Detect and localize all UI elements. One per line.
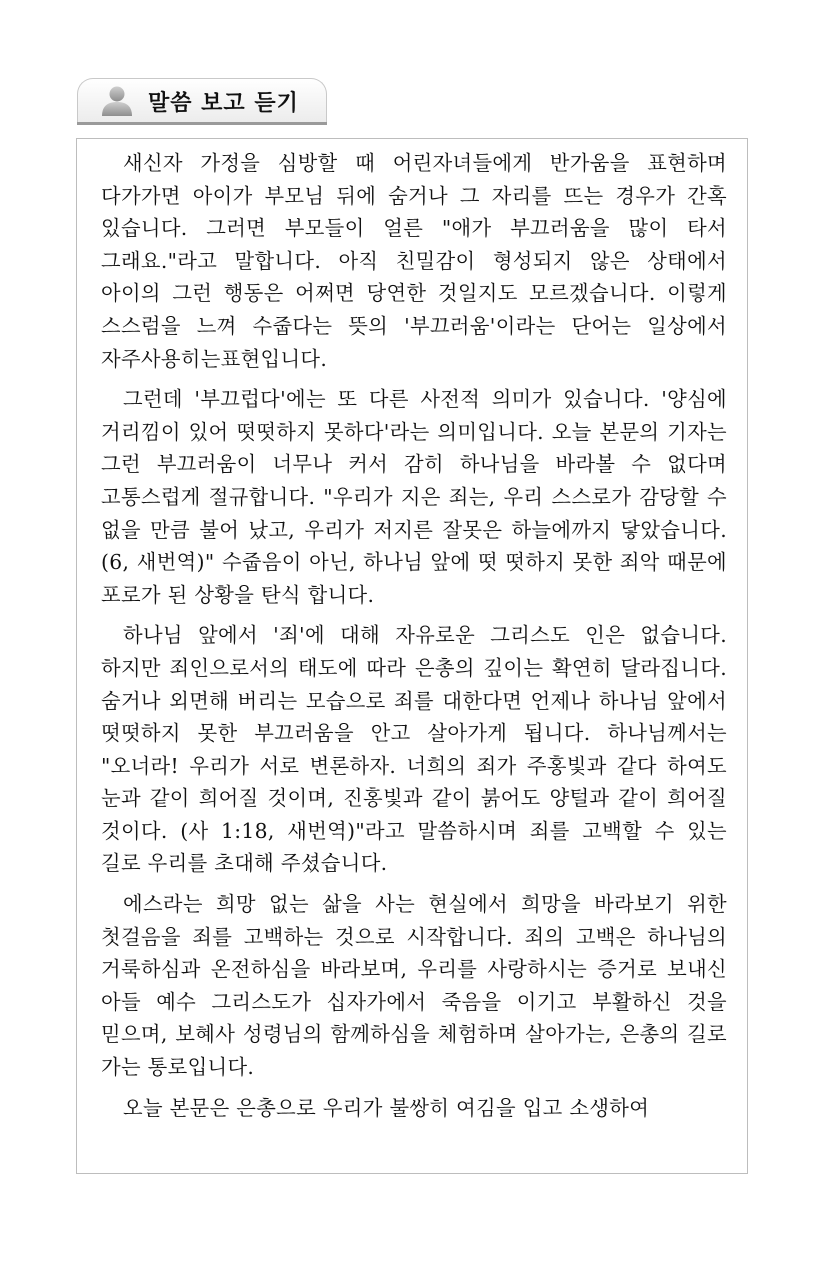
section-title: 말씀 보고 듣기: [148, 91, 299, 116]
paragraph: 에스라는 희망 없는 삶을 사는 현실에서 희망을 바라보기 위한 첫걸음을 죄를 고백하는 것으로 시작합니다. 죄의 고백은 하나님의 거룩하심과 온전하심을 바라보며, 우리를 사랑하시는 증거로 보내신 아들 예수 그리스도가 십자가에서 죽음을 이기고 부활하신 것을 믿으며, 보혜사 성령님의 함께하심을 체험하며 살아가는, 은총의 길로 가는 통로입니다.: [101, 892, 727, 1080]
paragraph: 오늘 본문은 은총으로 우리가 불쌍히 여김을 입고 소생하여: [123, 1095, 650, 1120]
paragraph: 하나님 앞에서 '죄'에 대해 자유로운 그리스도 인은 없습니다. 하지만 죄인으로서의 태도에 따라 은총의 깊이는 확연히 달라집니다. 숨거나 외면해 버리는 모습으로 죄를 대한다면 언제나 하나님 앞에서 떳떳하지 못한 부끄러움을 안고 살아가게 됩니다. 하나님께서는 "오너라! 우리가 서로 변론하자. 너희의 죄가 주홍빛과 같다 하여도 눈과 같이 희어질 것이며, 진홍빛과 같이 붉어도 양털과 같이 희어질 것이다. (사 1:18, 새번역)"라고 말씀하시며 죄를 고백할 수 있는 길로 우리를 초대해 주셨습니다.: [101, 623, 727, 876]
paragraph: 새신자 가정을 심방할 때 어린자녀들에게 반가움을 표현하며 다가가면 아이가 부모님 뒤에 숨거나 그 자리를 뜨는 경우가 간혹 있습니다. 그러면 부모들이 얼른 "애가 부끄러움을 많이 타서 그래요."라고 말합니다. 아직 친밀감이 형성되지 않은 상태에서 아이의 그런 행동은 어쩌면 당연한 것일지도 모르겠습니다. 이렇게 스스럼을 느껴 수줍다는 뜻의 '부끄러움'이라는 단어는 일상에서 자주사용히는표현입니다.: [101, 151, 727, 371]
section-tab: [77, 78, 327, 122]
sermon-text-panel: [76, 138, 748, 1174]
paragraph: 그런데 '부끄럽다'에는 또 다른 사전적 의미가 있습니다. '양심에 거리낌이 있어 떳떳하지 못하다'라는 의미입니다. 오늘 본문의 기자는 그런 부끄러움이 너무나 커서 감히 하나님을 바라볼 수 없다며 고통스럽게 절규합니다. "우리가 지은 죄는, 우리 스스로가 감당할 수 없을 만큼 불어 났고, 우리가 저지른 잘못은 하늘에까지 닿았습니다. (6, 새번역)" 수줍음이 아닌, 하나님 앞에 떳 떳하지 못한 죄악 때문에 포로가 된 상황을 탄식 합니다.: [101, 387, 727, 607]
person-icon: [100, 85, 134, 117]
